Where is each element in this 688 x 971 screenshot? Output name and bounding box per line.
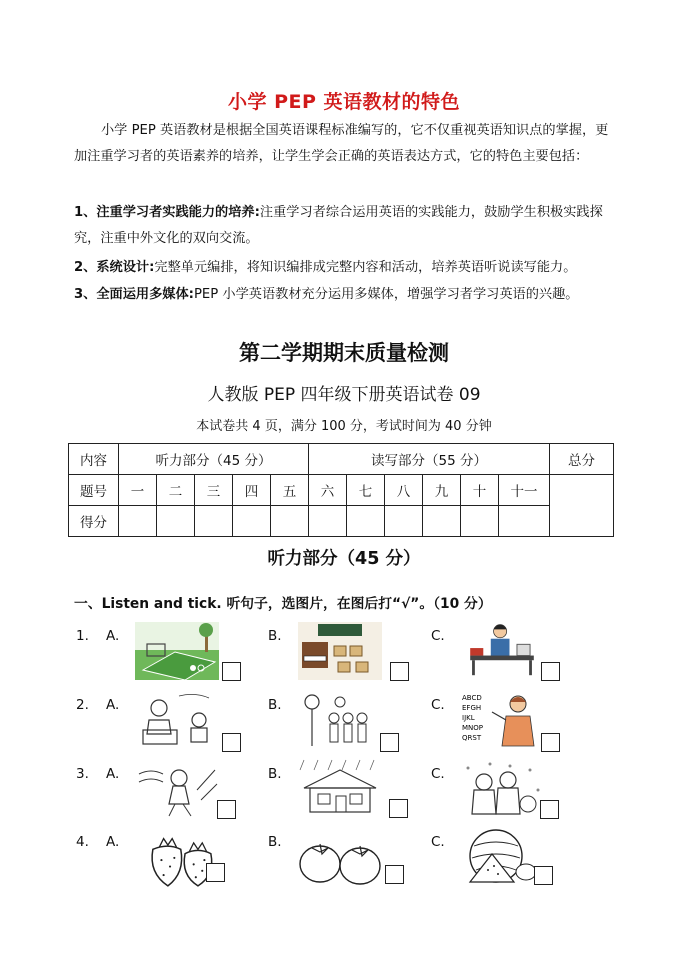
snowy-picture — [460, 760, 544, 818]
answer-box[interactable] — [222, 733, 241, 752]
question-number: 四 — [233, 475, 271, 506]
score-cell[interactable] — [233, 506, 271, 537]
score-cell[interactable] — [195, 506, 233, 537]
score-cell[interactable] — [309, 506, 347, 537]
score-cell[interactable] — [461, 506, 499, 537]
point-text: 完整单元编排，将知识编排成完整内容和活动，培养英语听说读写能力。 — [154, 260, 577, 275]
question-number: 八 — [385, 475, 423, 506]
question-number: 二 — [157, 475, 195, 506]
english-teacher-picture — [460, 690, 544, 748]
family-picture — [298, 690, 382, 748]
option-label: C. — [431, 628, 445, 644]
question-1-text: 一、Listen and tick. 听句子，选图片，在图后打“√”。（10 分） — [74, 596, 492, 612]
reading-header: 读写部分（55 分） — [309, 444, 550, 475]
answer-box[interactable] — [222, 662, 241, 681]
music-room-picture — [298, 622, 382, 680]
question-number: 九 — [423, 475, 461, 506]
point-text: 注重学习者综合运用英语的实践能力，鼓励学生积极实践探究，注重中外文化的双向交流。 — [74, 205, 603, 246]
answer-box[interactable] — [390, 662, 409, 681]
score-cell[interactable] — [271, 506, 309, 537]
question-number: 三 — [195, 475, 233, 506]
svg-text:MNOP: MNOP — [462, 724, 484, 732]
feature-point-3 — [74, 282, 619, 308]
feature-title: 小学 PEP 英语教材的特色 — [227, 91, 461, 113]
feature-intro: 小学 PEP 英语教材是根据全国英语课程标准编写的，它不仅重视英语知识点的掌握，更加注重学习者的英语素养的培养，让学生学会正确的英语表达方式，它的特色主要包括： — [74, 123, 609, 164]
exam-title: 第二学期期末质量检测 — [239, 341, 449, 365]
svg-text:IJKL: IJKL — [462, 714, 475, 722]
question-number: 六 — [309, 475, 347, 506]
option-label: A. — [106, 628, 120, 644]
answer-box[interactable] — [380, 733, 399, 752]
total-score-cell[interactable] — [550, 475, 614, 537]
point-label: 1、注重学习者实践能力的培养: — [74, 205, 260, 220]
option-label: A. — [106, 766, 120, 782]
question-number: 十 — [461, 475, 499, 506]
answer-box[interactable] — [206, 863, 225, 882]
row-label: 题号 — [69, 475, 119, 506]
windy-picture — [135, 760, 219, 818]
point-label: 3、全面运用多媒体: — [74, 287, 194, 302]
question-number: 3. — [76, 766, 89, 782]
row-label: 得分 — [69, 506, 119, 537]
total-header: 总分 — [550, 444, 614, 475]
feature-point-2 — [74, 255, 619, 281]
answer-box[interactable] — [534, 866, 553, 885]
teacher-desk-picture — [460, 620, 544, 678]
answer-box[interactable] — [540, 800, 559, 819]
score-cell[interactable] — [157, 506, 195, 537]
question-number: 一 — [119, 475, 157, 506]
exam-subtitle: 人教版 PEP 四年级下册英语试卷 09 — [207, 385, 481, 405]
score-cell[interactable] — [423, 506, 461, 537]
score-cell[interactable] — [119, 506, 157, 537]
playground-picture — [135, 622, 219, 680]
option-label: A. — [106, 697, 120, 713]
option-label: B. — [268, 697, 282, 713]
svg-text:QRST: QRST — [462, 734, 482, 742]
option-label: B. — [268, 834, 282, 850]
tomatoes-picture — [298, 832, 382, 890]
score-table — [68, 443, 614, 537]
question-number: 七 — [347, 475, 385, 506]
answer-box[interactable] — [217, 800, 236, 819]
point-text: PEP 小学英语教材充分运用多媒体，增强学习者学习英语的兴趣。 — [193, 287, 579, 302]
score-cell[interactable] — [347, 506, 385, 537]
rainy-house-picture — [298, 758, 382, 816]
exam-info: 本试卷共 4 页，满分 100 分，考试时间为 40 分钟 — [196, 419, 492, 434]
question-number: 2. — [76, 697, 89, 713]
feature-point-1 — [74, 200, 619, 252]
answer-box[interactable] — [541, 733, 560, 752]
row-label: 内容 — [69, 444, 119, 475]
svg-text:EFGH: EFGH — [462, 704, 482, 712]
question-number: 十一 — [499, 475, 550, 506]
question-number: 4. — [76, 834, 89, 850]
score-cell[interactable] — [499, 506, 550, 537]
option-label: C. — [431, 766, 445, 782]
score-cell[interactable] — [385, 506, 423, 537]
option-label: C. — [431, 834, 445, 850]
option-label: C. — [431, 697, 445, 713]
option-label: A. — [106, 834, 120, 850]
answer-box[interactable] — [385, 865, 404, 884]
section-title: 听力部分（45 分） — [267, 549, 421, 569]
question-number: 五 — [271, 475, 309, 506]
svg-text:ABCD: ABCD — [462, 694, 482, 702]
listening-header: 听力部分（45 分） — [119, 444, 309, 475]
answer-box[interactable] — [541, 662, 560, 681]
question-number: 1. — [76, 628, 89, 644]
option-label: B. — [268, 766, 282, 782]
option-label: B. — [268, 628, 282, 644]
office-picture — [135, 690, 219, 748]
question-1-instruction — [74, 592, 492, 612]
answer-box[interactable] — [389, 799, 408, 818]
point-label: 2、系统设计: — [74, 260, 155, 275]
